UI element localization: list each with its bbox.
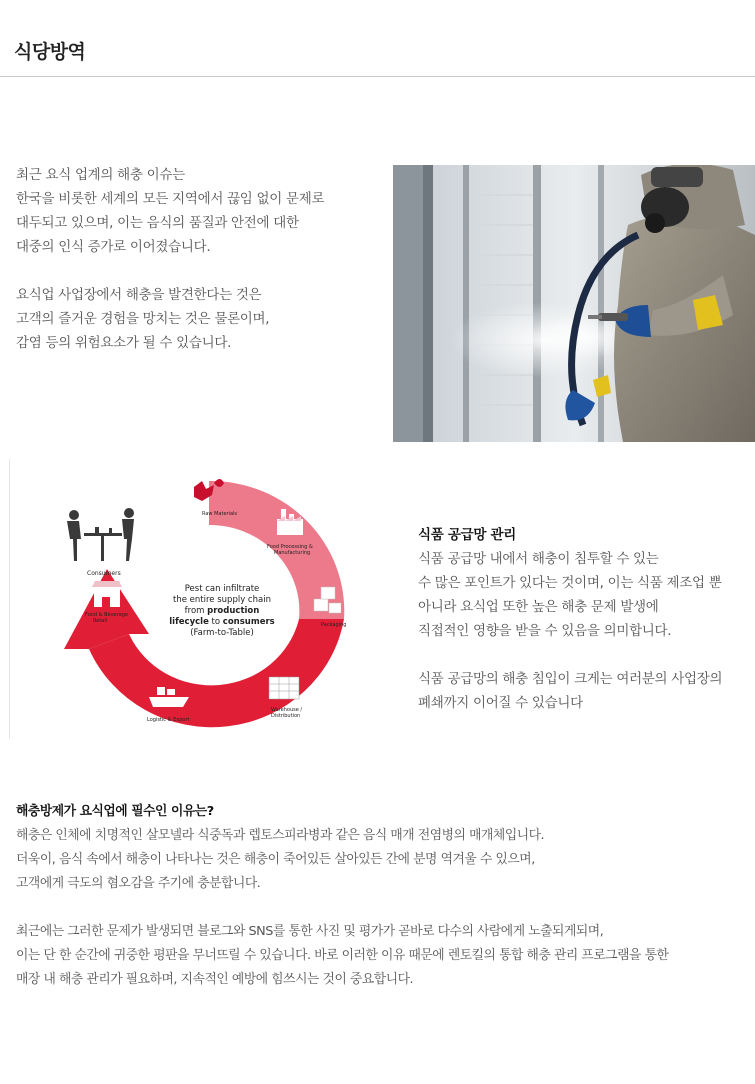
- page-title: 식당방역: [14, 41, 86, 63]
- supply-chain-line: 수 많은 포인트가 있다는 것이며, 이는 식품 제조업 뿐: [418, 575, 722, 591]
- supply-chain-paragraph: [418, 523, 722, 715]
- intro-line: 대중의 인식 증가로 이어졌습니다.: [16, 239, 211, 255]
- stage-label: Logistic & Export: [147, 717, 190, 723]
- stage-label: Food Processing &: [267, 544, 313, 550]
- paragraph-gap: [16, 896, 668, 920]
- intro-line: 최근 요식 업계의 해충 이슈는: [16, 167, 185, 183]
- supply-chain-line: 아니라 요식업 또한 높은 해충 문제 발생에: [418, 599, 659, 615]
- supply-chain-line: 식품 공급망 내에서 해충이 침투할 수 있는: [418, 551, 659, 567]
- stage-label: Retail: [93, 618, 108, 624]
- stage-label: Distribution: [271, 713, 301, 719]
- store-icon: [92, 581, 122, 607]
- why-line: 고객에게 극도의 혐오감을 주기에 충분합니다.: [16, 876, 261, 891]
- paragraph-gap: [418, 643, 722, 667]
- why-line: 더욱이, 음식 속에서 해충이 나타나는 것은 해충이 죽어있든 살아있든 간에 분명 역겨울 수 있으며,: [16, 852, 535, 867]
- diagram-center-line: lifecycle to consumers: [169, 617, 275, 627]
- diagram-center-line: Pest can infiltrate: [184, 584, 260, 594]
- intro-paragraph: [16, 163, 324, 355]
- intro-line: 고객의 즐거운 경험을 망치는 것은 물론이며,: [16, 311, 270, 327]
- paragraph-gap: [16, 259, 324, 283]
- intro-line: 대두되고 있으며, 이는 음식의 품질과 안전에 대한: [16, 215, 299, 231]
- why-line: 해충은 인체에 치명적인 살모넬라 식중독과 렙토스피라병과 같은 음식 매개 전염병의 매개체입니다.: [16, 828, 545, 843]
- pest-control-worker-photo: [393, 165, 755, 442]
- diners-icon: [67, 508, 134, 561]
- intro-line: 감염 등의 위험요소가 될 수 있습니다.: [16, 335, 232, 351]
- stage-label: Raw Materials: [202, 511, 238, 517]
- stage-label: Food & Beverage: [85, 612, 128, 618]
- diagram-center-line: the entire supply chain: [173, 595, 271, 605]
- intro-line: 요식업 사업장에서 해충을 발견한다는 것은: [16, 287, 262, 303]
- title-divider: [0, 76, 755, 77]
- why-heading: 해충방제가 요식업에 필수인 이유는?: [16, 804, 214, 819]
- why-paragraph: [16, 800, 668, 992]
- why-line: 이는 단 한 순간에 귀중한 평판을 무너뜨릴 수 있습니다. 바로 이러한 이유 때문에 렌토킬의 통합 해충 관리 프로그램을 통한: [16, 948, 669, 963]
- stage-label: Consumers: [87, 570, 121, 577]
- intro-line: 한국을 비롯한 세계의 모든 지역에서 끊임 없이 문제로: [16, 191, 325, 207]
- warehouse-icon: [269, 677, 299, 699]
- supply-chain-line: 식품 공급망의 해충 침입이 크게는 여러분의 사업장의: [418, 671, 723, 687]
- supply-chain-line: 폐쇄까지 이어질 수 있습니다: [418, 695, 583, 711]
- why-line: 최근에는 그러한 문제가 발생되면 블로그와 SNS를 통한 사진 및 평가가 곧바로 다수의 사람에게 노출되게되며,: [16, 924, 604, 939]
- stage-label: Packaging: [321, 622, 347, 628]
- why-line: 매장 내 해충 관리가 필요하며, 지속적인 예방에 힘쓰시는 것이 중요합니다.: [16, 972, 414, 987]
- diagram-center-line: (Farm-to-Table): [190, 628, 254, 638]
- supply-chain-diagram: [9, 459, 400, 739]
- stage-label: Manufacturing: [274, 550, 311, 556]
- supply-chain-line: 직접적인 영향을 받을 수 있음을 의미합니다.: [418, 623, 672, 639]
- diagram-center-line: from production: [184, 606, 260, 616]
- supply-chain-heading: 식품 공급망 관리: [418, 527, 516, 543]
- stage-label: Warehouse /: [271, 707, 303, 713]
